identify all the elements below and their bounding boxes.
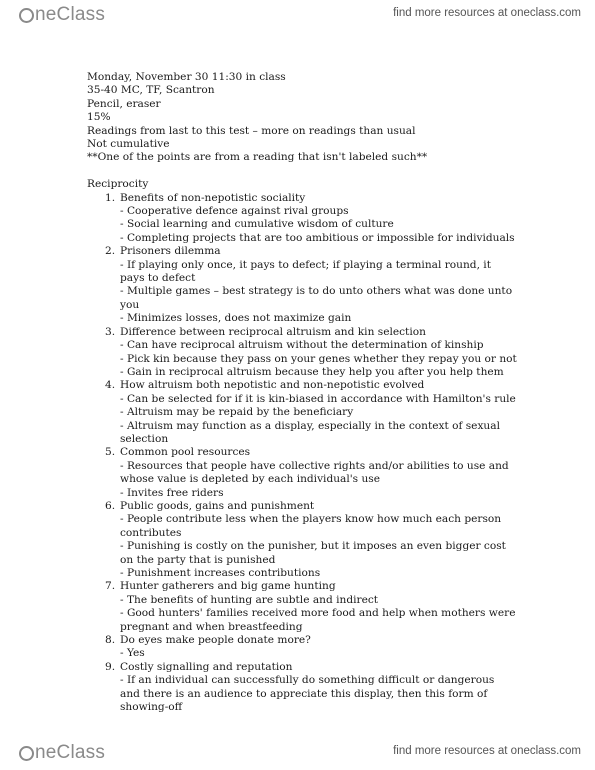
intro-line: Pencil, eraser [87, 97, 161, 110]
item-title: Prisoners dilemma [120, 245, 221, 258]
item-title: Do eyes make people donate more? [120, 634, 311, 647]
item-detail: - Altruism may function as a display, especially in the context of sexual selection [120, 419, 500, 445]
item-number: 5. [105, 446, 116, 459]
item-title: Difference between reciprocal altruism and kin selection [120, 325, 426, 338]
header-resources-link[interactable]: find more resources at oneclass.com [393, 7, 581, 19]
item-number: 2. [105, 245, 116, 258]
list-item [87, 661, 517, 715]
item-number: 7. [105, 580, 116, 593]
item-detail: - Minimizes losses, does not maximize gain [120, 312, 352, 325]
item-title: Benefits of non-nepotistic sociality [120, 191, 306, 204]
intro-line: 15% [87, 111, 111, 124]
item-detail: - Can be selected for if it is kin-biased in accordance with Hamilton's rule [120, 392, 516, 405]
item-number: 6. [105, 499, 116, 512]
list-item [87, 446, 517, 500]
item-title: Hunter gatherers and big game hunting [120, 580, 336, 593]
item-number: 1. [105, 191, 116, 204]
intro-line: Monday, November 30 11:30 in class [87, 71, 286, 83]
list-item [87, 192, 517, 246]
list-item [87, 500, 517, 580]
oneclass-logo[interactable] [19, 4, 105, 26]
page-footer [0, 738, 595, 768]
list-item [87, 634, 517, 661]
intro-line: 35-40 MC, TF, Scantron [87, 84, 215, 97]
logo-o-icon [19, 746, 34, 761]
list-item [87, 245, 517, 325]
page-header [0, 0, 595, 30]
item-detail: - Pick kin because they pass on your genes whether they repay you or not [120, 352, 517, 365]
item-title: Common pool resources [120, 446, 251, 459]
item-detail: - People contribute less when the players know how much each person contributes [120, 513, 502, 539]
item-detail: - Gain in reciprocal altruism because they help you after you help them [120, 365, 504, 378]
item-number: 3. [105, 325, 116, 338]
footer-resources-link[interactable]: find more resources at oneclass.com [393, 745, 581, 757]
topic-list [87, 192, 517, 715]
intro-line: Readings from last to this test – more on readings than usual [87, 124, 416, 137]
item-detail: - Multiple games – best strategy is to do unto others what was done unto you [120, 285, 513, 311]
item-detail: - Resources that people have collective rights and/or abilities to use and whose value is depleted by each individual's use [120, 459, 509, 486]
logo-o-icon [19, 8, 34, 23]
list-item [87, 379, 517, 446]
item-detail: - Punishment increases contributions [120, 567, 321, 580]
item-detail: - Altruism may be repaid by the beneficiary [120, 406, 354, 419]
item-detail: - Yes [120, 647, 145, 660]
item-title: Costly signalling and reputation [120, 660, 293, 673]
item-detail: - Invites free riders [120, 486, 224, 499]
exam-info [87, 71, 517, 165]
item-detail: - Cooperative defence against rival groups [120, 205, 349, 218]
oneclass-logo-footer[interactable] [19, 742, 105, 764]
section-title: Reciprocity [87, 178, 149, 191]
document-body [87, 71, 517, 714]
item-title: How altruism both nepotistic and non-nepotistic evolved [120, 379, 425, 392]
logo-text: neClass [35, 742, 106, 763]
item-title: Public goods, gains and punishment [120, 499, 315, 512]
intro-line: **One of the points are from a reading that isn't labeled such** [87, 151, 428, 164]
item-detail: - The benefits of hunting are subtle and indirect [120, 593, 379, 606]
item-detail: - Punishing is costly on the punisher, but it imposes an even bigger cost on the party that is punished [120, 540, 506, 566]
item-number: 4. [105, 379, 116, 392]
list-item [87, 326, 517, 380]
item-detail: - Good hunters' families received more food and help when mothers were pregnant and when breastfeeding [120, 607, 516, 633]
intro-line: Not cumulative [87, 138, 170, 151]
list-item [87, 580, 517, 634]
item-number: 8. [105, 634, 116, 647]
item-number: 9. [105, 660, 116, 673]
item-detail: - If playing only once, it pays to defect; if playing a terminal round, it pays to defect [120, 258, 491, 285]
item-detail: - Can have reciprocal altruism without the determination of kinship [120, 339, 484, 352]
logo-text: neClass [35, 4, 106, 25]
item-detail: - Completing projects that are too ambitious or impossible for individuals [120, 231, 515, 244]
item-detail: - Social learning and cumulative wisdom of culture [120, 218, 394, 231]
item-detail: - If an individual can successfully do something difficult or dangerous and there is an audience to appreciate this display, then this form of showing-off [120, 674, 495, 714]
